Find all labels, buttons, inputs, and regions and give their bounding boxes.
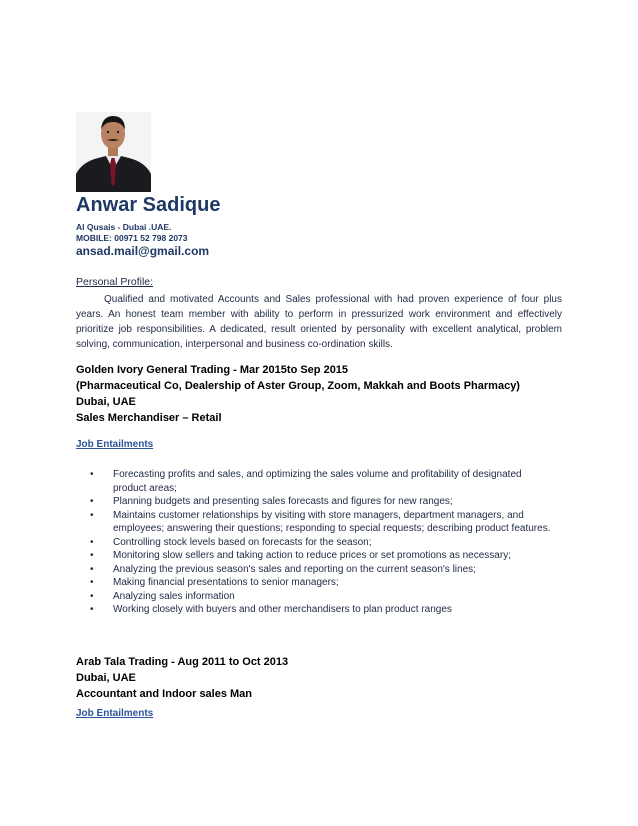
list-item: • Planning budgets and presenting sales forecasts and figures for new ranges; — [90, 496, 453, 507]
job1-title: Sales Merchandiser – Retail — [76, 412, 222, 424]
address-line: Al Qusais - Dubai .UAE. — [76, 222, 172, 232]
list-item: • Analyzing the previous season's sales and reporting on the current season's lines; — [90, 563, 476, 575]
candidate-name: Anwar Sadique — [76, 194, 221, 216]
job1-header — [76, 362, 520, 426]
job2-company-dates: Arab Tala Trading - Aug 2011 to Oct 2013 — [76, 656, 289, 668]
personal-profile-heading: Personal Profile: — [76, 276, 154, 288]
email-address: ansad.mail@gmail.com — [76, 244, 210, 258]
job2-location: Dubai, UAE — [76, 672, 136, 684]
job1-location: Dubai, UAE — [76, 396, 136, 408]
bullet-icon: • — [90, 604, 94, 615]
personal-profile-text: Qualified and motivated Accounts and Sales professional with had proven experience of four plus years. An honest team member with ability to perform in pressurized work environment and effectively prioritize job responsibilities. A dedicated, result oriented by personality with excellent analytical, problem solving, communication, interpersonal and business co-ordination skills. — [76, 294, 562, 350]
bullet-icon: • — [90, 496, 94, 507]
list-item: • Monitoring slow sellers and taking action to reduce prices or set promotions as necessary; — [90, 550, 511, 561]
mobile-number: MOBILE: 00971 52 798 2073 — [76, 233, 188, 243]
bullet-icon: • — [90, 509, 94, 521]
list-item: • Maintains customer relationships by visiting with store managers, department managers, and employees; answering their questions; responding to special requests; describing product features. — [90, 509, 551, 534]
bullet-icon: • — [90, 469, 94, 480]
profile-photo-image — [76, 112, 151, 192]
bullet-icon: • — [90, 590, 94, 602]
bullet-icon: • — [90, 550, 94, 561]
job1-company-description: (Pharmaceutical Co, Dealership of Aster Group, Zoom, Makkah and Boots Pharmacy) — [76, 380, 520, 392]
profile-photo — [76, 112, 151, 192]
bullet-icon: • — [90, 536, 94, 548]
bullet-icon: • — [90, 563, 94, 575]
job1-company-dates: Golden Ivory General Trading - Mar 2015to Sep 2015 — [76, 364, 349, 376]
list-item: • Controlling stock levels based on forecasts for the season; — [90, 536, 372, 548]
list-item: • Analyzing sales information — [90, 590, 235, 602]
list-item: • Forecasting profits and sales, and optimizing the sales volume and profitability of designated product areas; — [90, 469, 522, 494]
list-item: • Working closely with buyers and other merchandisers to plan product ranges — [90, 604, 452, 615]
list-item: • Making financial presentations to senior managers; — [90, 577, 339, 588]
bullet-icon: • — [90, 577, 94, 588]
job1-duties-list — [86, 468, 556, 617]
job2-entailments-heading: Job Entailments — [76, 708, 154, 719]
job1-entailments-heading: Job Entailments — [76, 439, 154, 450]
job2-header — [76, 654, 288, 702]
job2-title: Accountant and Indoor sales Man — [76, 688, 253, 700]
